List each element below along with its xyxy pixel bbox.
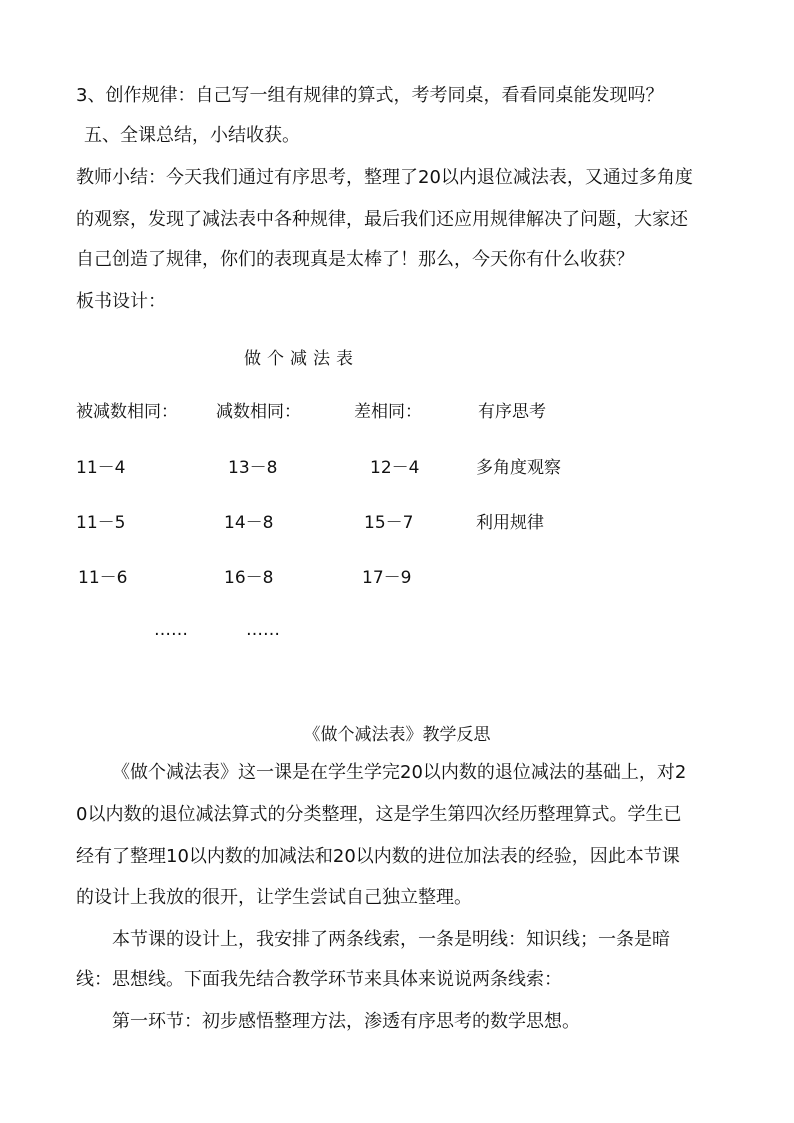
summary-line-3: 自己创造了规律，你们的表现真是太棒了！那么，今天你有什么收获？ — [76, 249, 634, 270]
summary-line-1: 教师小结：今天我们通过有序思考，整理了20以内退位减法表，又通过多角度 — [76, 167, 693, 188]
col4-row1: 多角度观察 — [476, 458, 561, 478]
col2-row3: 16－8 — [224, 568, 274, 588]
reflection-line-1: 《做个减法表》这一课是在学生学完20以内数的退位减法的基础上，对2 — [112, 762, 687, 783]
reflection-line-5: 本节课的设计上，我安排了两条线索，一条是明线：知识线；一条是暗 — [112, 929, 670, 950]
board-design-label: 板书设计： — [76, 291, 166, 312]
header-same-minuend: 被减数相同： — [76, 402, 178, 422]
section-3-text: 3、创作规律：自己写一组有规律的算式，考考同桌，看看同桌能发现吗？ — [76, 85, 664, 106]
summary-line-2: 的观察，发现了减法表中各种规律，最后我们还应用规律解决了问题，大家还 — [76, 209, 688, 230]
col3-row2: 15－7 — [364, 513, 414, 533]
reflection-line-6: 线：思想线。下面我先结合教学环节来具体来说说两条线索： — [76, 969, 562, 990]
col3-row3: 17－9 — [362, 568, 412, 588]
col3-row1: 12－4 — [370, 458, 420, 478]
ellipsis-col2: …… — [246, 620, 280, 640]
header-same-difference: 差相同： — [354, 402, 422, 422]
reflection-line-3: 经有了整理10以内数的加减法和20以内数的进位加法表的经验，因此本节课 — [76, 846, 680, 867]
section-5-heading: 五、全课总结，小结收获。 — [84, 125, 300, 146]
board-title: 做个减法表 — [244, 349, 359, 369]
reflection-line-7: 第一环节：初步感悟整理方法，渗透有序思考的数学思想。 — [112, 1011, 580, 1032]
header-same-subtrahend: 减数相同： — [216, 402, 301, 422]
col1-row1: 11－4 — [76, 458, 126, 478]
col4-row2: 利用规律 — [476, 513, 544, 533]
col1-row3: 11－6 — [78, 568, 128, 588]
reflection-line-2: 0以内数的退位减法算式的分类整理，这是学生第四次经历整理算式。学生已 — [76, 804, 682, 825]
ellipsis-col1: …… — [154, 620, 188, 640]
reflection-line-4: 的设计上我放的很开，让学生尝试自己独立整理。 — [76, 887, 472, 908]
col2-row2: 14－8 — [224, 513, 274, 533]
col1-row2: 11－5 — [76, 513, 126, 533]
header-ordered-thinking: 有序思考 — [478, 402, 546, 422]
reflection-title: 《做个减法表》教学反思 — [303, 725, 491, 745]
col2-row1: 13－8 — [228, 458, 278, 478]
